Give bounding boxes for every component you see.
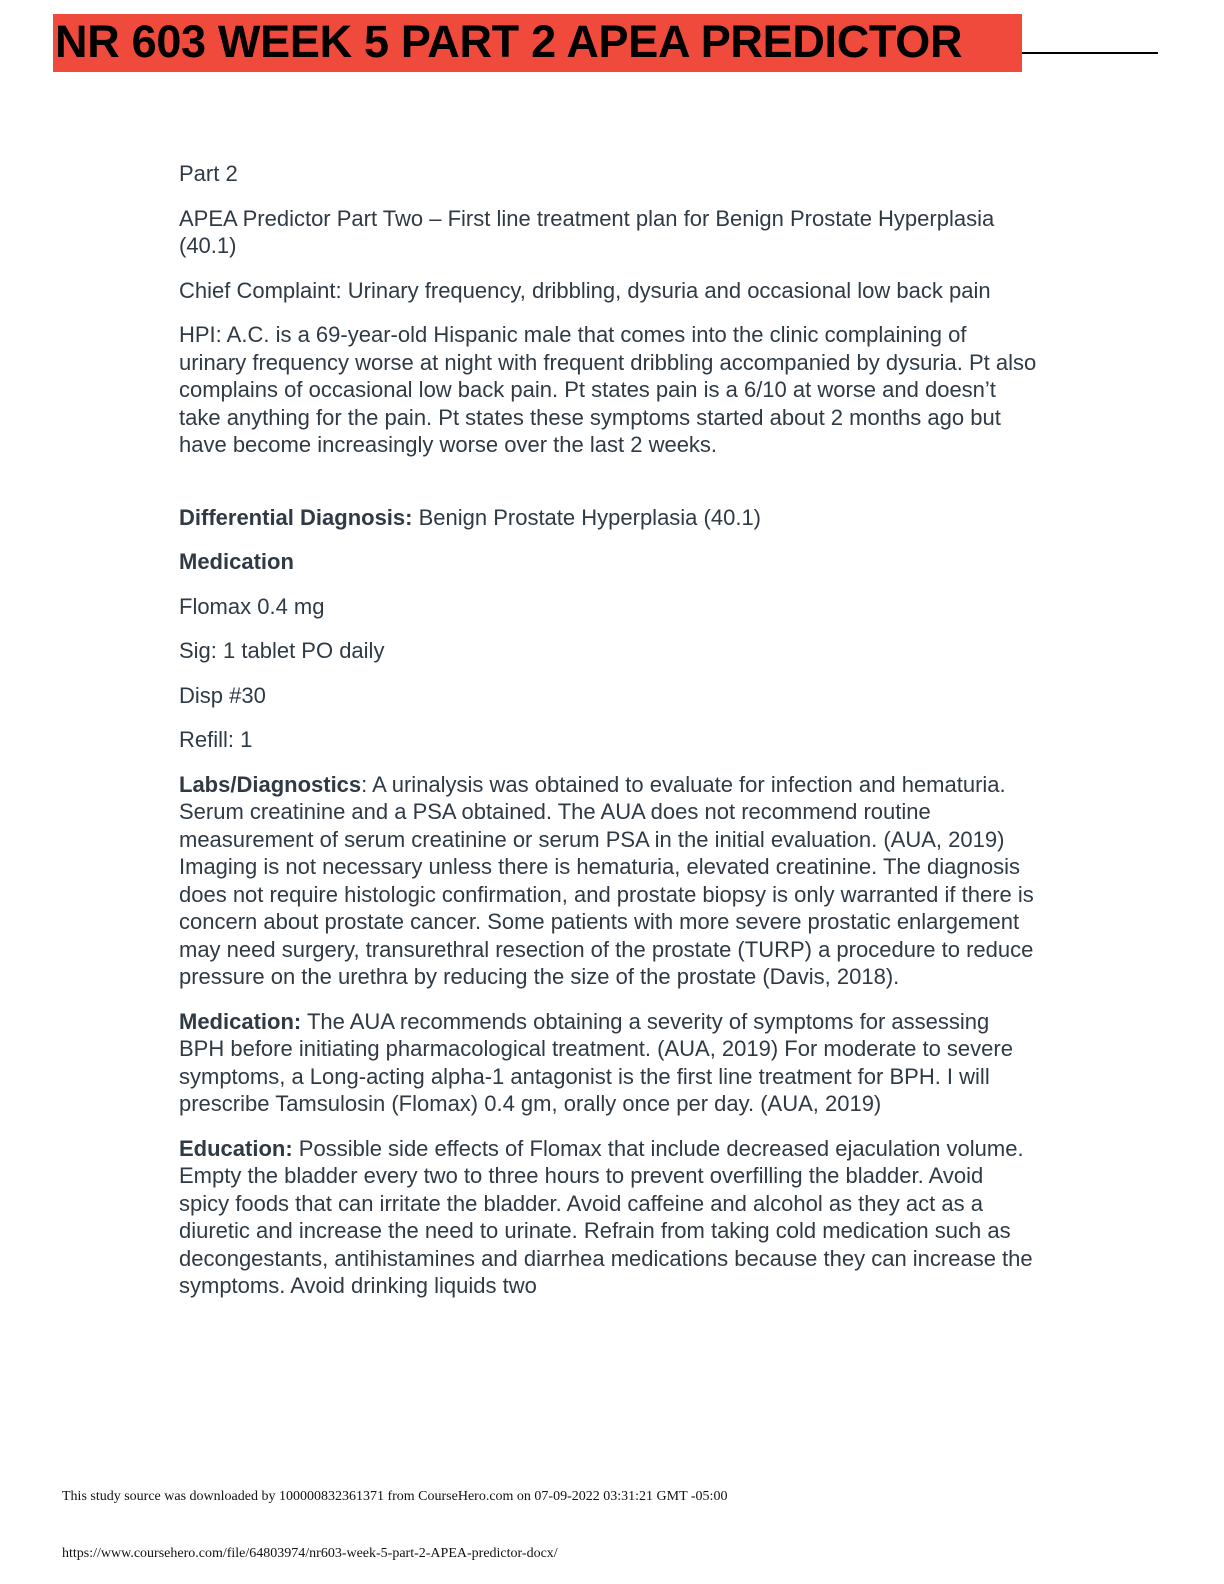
rx-sig: Sig: 1 tablet PO daily xyxy=(179,638,385,663)
differential-diagnosis xyxy=(179,504,1039,532)
chief-complaint: Chief Complaint: Urinary frequency, dribbling, dysuria and occasional low back pain xyxy=(179,277,991,303)
rx-refill: Refill: 1 xyxy=(179,727,253,752)
document-title: NR 603 WEEK 5 PART 2 APEA PREDICTOR xyxy=(55,16,963,67)
education-paragraph xyxy=(179,1135,1039,1300)
differential-label: Differential Diagnosis: xyxy=(179,504,413,530)
medication-text: The AUA recommends obtaining a severity of symptoms for assessing BPH before initiating pharmacological treatment. (AUA, 2019) For moderate to severe symptoms, a Long-acting alpha-1 antagonist is the first line treatment for BPH. I will prescribe Tamsulosin (Flomax) 0.4 gm, orally once per day. (AUA, 2019) xyxy=(179,1008,1013,1116)
rx-disp: Disp #30 xyxy=(179,682,266,708)
document-subtitle: APEA Predictor Part Two – First line treatment plan for Benign Prostate Hyperplasia (40.1) xyxy=(179,205,995,258)
labs-text: : A urinalysis was obtained to evaluate for infection and hematuria. Serum creatinine and a PSA obtained. The AUA does not recommend routine measurement of serum creatinine or serum PSA in the initial evaluation. (AUA, 2019) Imaging is not necessary unless there is hematuria, elevated creatinine. The diagnosis does not require histologic confirmation, and prostate biopsy is only warranted if there is concern about prostate cancer. Some patients with more severe prostatic enlargement may need surgery, transurethral resection of the prostate (TURP) a procedure to reduce pressure on the urethra by reducing the size of the prostate (Davis, 2018). xyxy=(179,771,1034,989)
rx-drug: Flomax 0.4 mg xyxy=(179,593,325,619)
medication-heading: Medication xyxy=(179,549,294,574)
part-label: Part 2 xyxy=(179,161,238,186)
education-label: Education: xyxy=(179,1135,293,1161)
labs-label: Labs/Diagnostics xyxy=(179,771,362,797)
medication-paragraph xyxy=(179,1008,1039,1118)
download-source-note: This study source was downloaded by 100000832361371 from CourseHero.com on 07-09-2022 03:31:21 GMT -05:00 xyxy=(62,1489,728,1504)
hpi-paragraph: HPI: A.C. is a 69-year-old Hispanic male that comes into the clinic complaining of urinary frequency worse at night with frequent dribbling accompanied by dysuria. Pt also complains of occasional low back pain. Pt states pain is a 6/10 at worse and doesn’t take anything for the pain. Pt states these symptoms started about 2 months ago but have become increasingly worse over the last 2 weeks. xyxy=(179,322,1037,457)
medication-label: Medication: xyxy=(179,1008,302,1034)
document-body xyxy=(179,160,1039,1317)
title-underline xyxy=(1022,52,1158,54)
labs-paragraph xyxy=(179,771,1039,991)
source-url[interactable]: https://www.coursehero.com/file/64803974/nr603-week-5-part-2-APEA-predictor-docx/ xyxy=(62,1546,558,1561)
differential-text: Benign Prostate Hyperplasia (40.1) xyxy=(412,504,762,530)
education-text: Possible side effects of Flomax that include decreased ejaculation volume. Empty the bladder every two to three hours to prevent overfilling the bladder. Avoid spicy foods that can irritate the bladder. Avoid caffeine and alcohol as they act as a diuretic and increase the need to urinate. Refrain from taking cold medication such as decongestants, antihistamines and diarrhea medications because they can increase the symptoms. Avoid drinking liquids two xyxy=(179,1135,1033,1298)
